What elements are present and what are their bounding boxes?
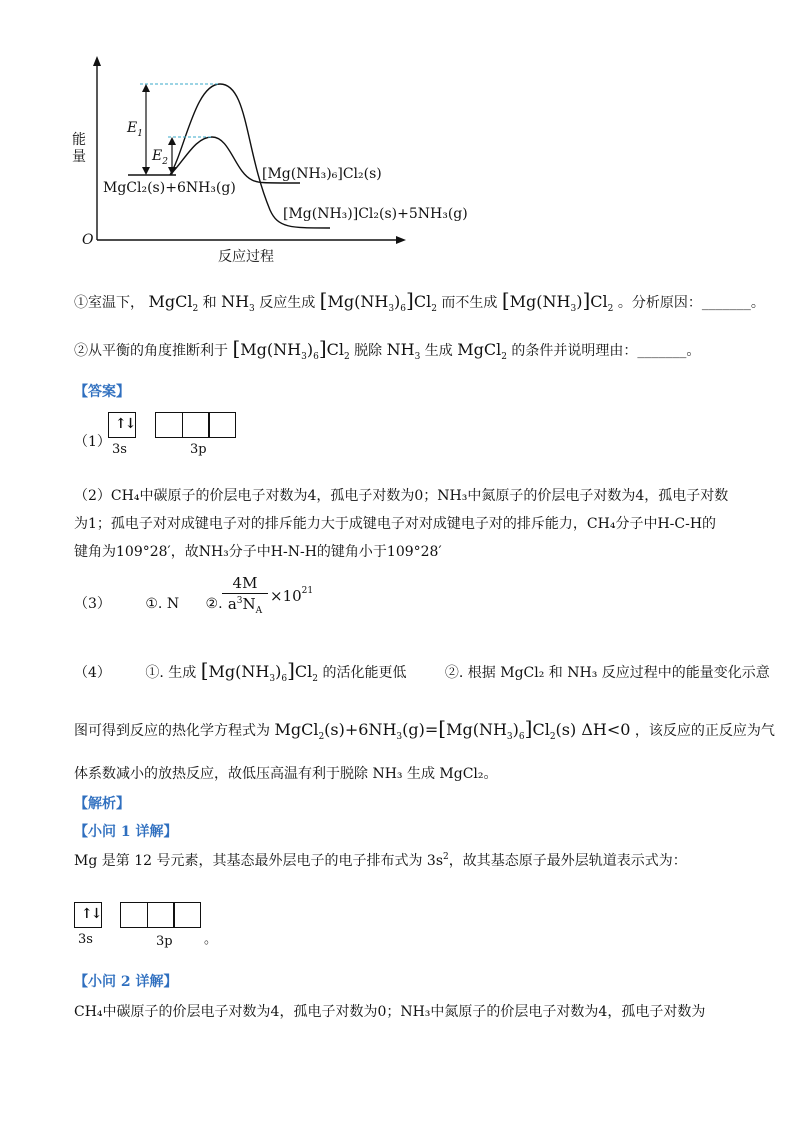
answer-title: 【答案】 [74,384,130,400]
sub2-text: CH₄中碳原子的价层电子对数为4，孤电子对数为0；NH₃中氮原子的价层电子对数为4，孤电子对数为 [74,1004,706,1020]
x-axis-label: 反应过程 [218,249,274,265]
orbital-box-3s [108,412,136,438]
energy-diagram-svg [0,0,800,270]
product2-label: [Mg(NH₃)]Cl₂(s)+5NH₃(g) [283,206,468,222]
density-fraction [222,574,268,616]
e2-label: $E_2$ [152,148,168,167]
fraction-bar [222,593,268,594]
answer-3: （3） ①. N ②. [74,596,223,612]
orbital-3p-label: 3p [190,442,207,457]
e2-arrow-down [168,167,176,175]
sub1-title: 【小问 1 详解】 [74,824,178,840]
sub1-orbital-3p [120,902,201,928]
e1-arrow-up [142,84,150,92]
reactant-label: MgCl₂(s)+6NH₃(g) [103,180,236,196]
sub1-orbital-box-3p-3 [173,902,201,928]
sub1-orbital-box-3p-2 [147,902,175,928]
e2-arrow-up [168,137,176,145]
thermochemical-equation: $MgCl_2(s)+6NH_3(g)=[Mg(NH_3)_6]Cl_2(s)$ ΔH<0 [274,716,631,743]
orbital-box-3p-3 [208,412,236,438]
y-axis-label: 能量 [72,132,86,165]
spin-pair-icon: ↑↓ [115,416,135,432]
orbital-box-3p-2 [182,412,210,438]
orbital-3s-label: 3s [112,442,127,457]
answer-4-line3: 体系数减小的放热反应，故低压高温有利于脱除 NH₃ 生成 MgCl₂。 [74,766,498,782]
answer-4-line1: （4） ①. 生成 $[Mg(NH_3)_6]Cl_2$ 的活化能更低 ②. 根据 MgCl₂ 和 NH₃ 反应过程中的能量变化示意 [74,658,770,685]
orbital-3p [155,412,236,438]
answer-4-line2: 图可得到反应的热化学方程式为 $MgCl_2(s)+6NH_3(g)=[Mg(NH_3)_6]Cl_2(s)$ ΔH<0 ，该反应的正反应为气 [74,716,775,743]
sub1-spin-pair-icon: ↑↓ [81,906,101,922]
orbital-box-3p-1 [155,412,183,438]
sub1-text: Mg 是第 12 号元素，其基态最外层电子的电子排布式为 $3s^2$，故其基态原子最外层轨道表示式为： [74,852,687,869]
x-axis-arrow [396,236,406,244]
answer-1-num: （1） [74,434,111,450]
sub1-orbital-3p-label: 3p [156,934,173,949]
y-axis-arrow [93,56,101,66]
orbital-3s [108,412,136,438]
sub1-orbital-3s-label: 3s [78,932,93,947]
answer-2-line3: 键角为109°28′，故NH₃分子中H-N-H的键角小于109°28′ [74,544,442,560]
origin-label: O [82,232,94,248]
energy-diagram [0,0,800,270]
question-2: ②从平衡的角度推断利于 $[Mg(NH_3)_6]Cl_2$ 脱除 $NH_3$ 生成 MgCl$_2$ 的条件并说明理由：_______。 [74,336,701,363]
sub1-orbital-box-3s [74,902,102,928]
question-1: ①室温下， MgCl$_2$ 和 $NH_3$ 反应生成 $[Mg(NH_3)_6]Cl_2$ 而不生成 $[Mg(NH_3)]Cl_2$ 。分析原因：_______。 [74,288,765,315]
answer-2-line2: 为1；孤电子对对成键电子对的排斥能力大于成键电子对对成键电子对的排斥能力，CH₄分子中H-C-H的 [74,516,717,532]
analysis-title: 【解析】 [74,796,130,812]
times-power: $\times 10^{21}$ [270,586,314,605]
e1-arrow-down [142,167,150,175]
fraction-denominator: $a^3N_A$ [227,595,263,616]
fraction-numerator: 4M [232,574,258,592]
e1-label: $E_1$ [127,120,143,139]
sub1-orbital-3s [74,902,102,928]
answer-2-line1: （2）CH₄中碳原子的价层电子对数为4，孤电子对数为0；NH₃中氮原子的价层电子对数为4，孤电子对数 [74,488,729,504]
sub2-title: 【小问 2 详解】 [74,974,178,990]
product1-label: [Mg(NH₃)₆]Cl₂(s) [262,166,382,182]
sub1-orbital-box-3p-1 [120,902,148,928]
sub1-orbital-tail: 。 [204,932,218,947]
